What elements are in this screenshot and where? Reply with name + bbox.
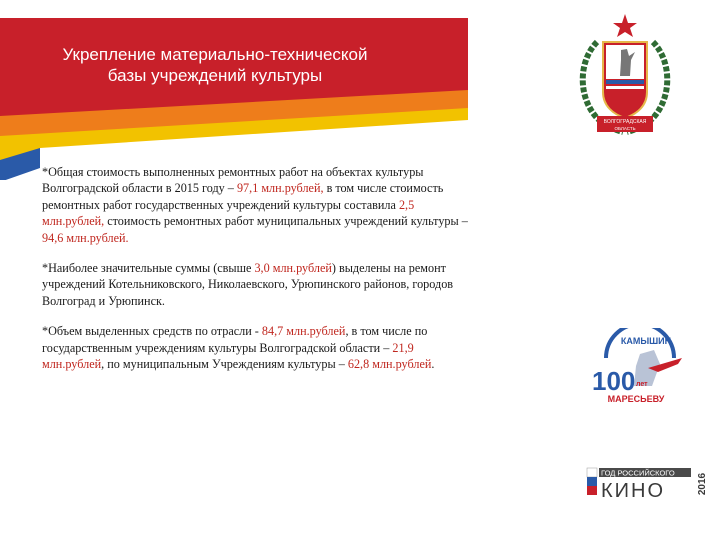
star-icon: [613, 14, 637, 37]
slide-title: [30, 44, 400, 86]
kino-line1-text: ГОД РОССИЙСКОГО: [601, 468, 675, 478]
kino-year-text: 2016: [697, 472, 708, 496]
year-of-cinema-logo: [583, 462, 713, 504]
text-segment: ) выделены на ремонт учреждений Котельниковского, Николаевского, Урюпинского районов, городов Волгоград и Урюпинск.: [42, 261, 454, 308]
highlight-value: 84,7 млн.рублей: [261, 324, 346, 339]
slide-title-line-1: Укрепление материально-технической: [62, 45, 368, 64]
text-segment: *Наиболее значительные суммы (свыше: [42, 261, 255, 276]
flag-stripe-white: [587, 468, 597, 477]
body-text: [42, 164, 472, 386]
jubilee-logo: [588, 328, 688, 418]
flag-stripe-blue: [587, 477, 597, 486]
emblem-ribbon-text-2: ОБЛАСТЬ: [614, 126, 636, 131]
text-segment: стоимость ремонтных работ муниципальных учреждений культуры –: [104, 214, 468, 229]
flag-stripe-red: [587, 486, 597, 495]
text-segment: , в том числе по государственным учреждениям культуры Волгоградской области –: [42, 324, 428, 355]
text-segment: .: [431, 357, 435, 372]
text-segment: *Объем выделенных средств по отрасли -: [42, 324, 262, 339]
text-segment: в том числе стоимость ремонтных работ государственных учреждений культуры составила: [42, 181, 444, 212]
coat-of-arms-icon: [575, 12, 675, 140]
jubilee-city-text: КАМЫШИН: [620, 336, 672, 346]
kino-word-text: КИНО: [601, 480, 666, 502]
text-segment: , по муниципальным Учреждениям культуры –: [101, 357, 348, 372]
shield-stripe: [606, 86, 644, 89]
highlight-value: 94,6 млн.рублей.: [42, 230, 129, 245]
shield-stripe: [606, 80, 644, 84]
jubilee-name-text: МАРЕСЬЕВУ: [607, 394, 665, 404]
emblem-ribbon-text-1: ВОЛГОГРАДСКАЯ: [603, 119, 647, 125]
text-segment: *Общая стоимость выполненных ремонтных работ на объектах культуры Волгоградской области в 2015 году –: [42, 165, 424, 196]
highlight-value: 97,1 млн.рублей,: [236, 181, 324, 196]
jubilee-years-text: лет: [636, 381, 648, 388]
highlight-value: 3,0 млн.рублей: [254, 261, 332, 276]
paragraph-significant-sums: [42, 260, 472, 309]
highlight-value: 21,9 млн.рублей: [42, 340, 414, 372]
paragraph-allocated-funds: [42, 323, 472, 372]
slide-title-line-2: базы учреждений культуры: [107, 66, 323, 85]
highlight-value: 2,5 млн.рублей,: [42, 197, 415, 229]
paragraph-total-cost: [42, 164, 472, 246]
highlight-value: 62,8 млн.рублей: [347, 357, 432, 372]
jubilee-number-text: 100: [592, 366, 636, 396]
